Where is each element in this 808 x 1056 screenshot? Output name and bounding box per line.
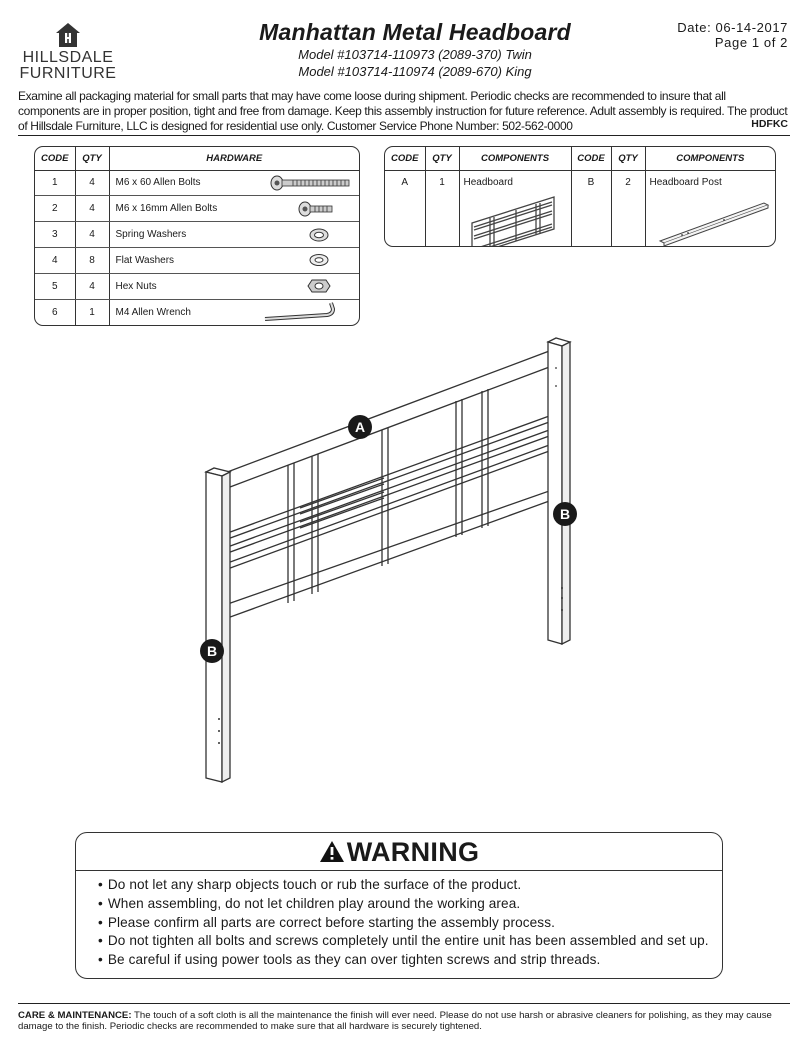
list-item: • Please confirm all parts are correct before starting the assembly process.: [98, 914, 709, 933]
care-label: CARE & MAINTENANCE:: [18, 1010, 132, 1021]
label-b-left-text: B: [206, 643, 218, 659]
house-logo-icon: [55, 22, 81, 48]
short-bolt-icon: [267, 201, 349, 217]
hardware-header-qty: QTY: [75, 147, 109, 170]
intro-paragraph: Examine all packaging material for small parts that may have come loose during shipment. Periodic checks are recommended to insure that all components are in proper position, tight and free from damage. Keep this assembly instruction for future reference. Adult assembly is required. The product of Hillsdale Furniture, LLC is designed for residential use only. Customer Service Phone Number: 502-562-0000: [18, 89, 788, 133]
component-code: B: [571, 170, 611, 246]
hardware-qty: 1: [75, 299, 109, 325]
hardware-name: Flat Washers: [115, 254, 175, 266]
list-item: • Do not let any sharp objects touch or rub the surface of the product.: [98, 876, 709, 895]
label-b-right-marker: [553, 502, 577, 526]
hardware-name: Spring Washers: [115, 229, 187, 241]
label-b-right-text: B: [559, 506, 571, 522]
component-header-code-2: CODE: [571, 147, 611, 170]
hardware-code: 4: [35, 247, 75, 273]
brand-name-line1: HILLSDALE: [22, 49, 114, 66]
hardware-header-name: HARDWARE: [109, 147, 359, 170]
hardware-code: 5: [35, 273, 75, 299]
right-post: [548, 338, 570, 644]
care-text: The touch of a soft cloth is all the maintenance the finish will ever need. Please do not use harsh or abrasive cleaners for polishing, as they may cause damage to the finish. Periodic checks are recommended to make sure that all hardware is securely tightened.: [18, 1010, 772, 1032]
component-qty: 1: [425, 170, 459, 246]
document-date: Date: 06-14-2017: [677, 20, 788, 35]
table-row: [35, 196, 359, 222]
long-bolt-icon: [269, 175, 351, 191]
components-table: [384, 146, 776, 247]
hardware-table: [34, 146, 360, 326]
label-a-text: A: [354, 419, 366, 435]
component-header-qty: QTY: [425, 147, 459, 170]
hardware-qty: 4: [75, 273, 109, 299]
brand-logo: [18, 22, 118, 84]
component-header-name: COMPONENTS: [459, 147, 571, 170]
flat-washer-icon: [267, 252, 349, 268]
table-row: [385, 170, 775, 246]
hex-nut-icon: [267, 276, 349, 296]
headboard-post-thumbnail-icon: [652, 187, 772, 247]
table-row: [35, 170, 359, 196]
assembly-diagram: [0, 320, 808, 790]
footer-divider: [18, 1003, 790, 1004]
list-item: • Be careful if using power tools as they can over tighten screws and strip threads.: [98, 951, 709, 970]
list-item: • When assembling, do not let children play around the working area.: [98, 895, 709, 914]
brand-name-line2: FURNITURE: [19, 65, 117, 82]
warning-title: WARNING: [346, 837, 480, 867]
headboard-frame: [222, 350, 552, 620]
hardware-code: 1: [35, 170, 75, 196]
warning-box: [75, 832, 723, 979]
model-king: Model #103714-110974 (2089-670) King: [298, 64, 532, 79]
spring-washer-icon: [267, 227, 349, 243]
table-row: [35, 273, 359, 299]
hardware-name: M4 Allen Wrench: [115, 306, 191, 318]
hardware-name: Hex Nuts: [115, 280, 157, 292]
hardware-qty: 4: [75, 222, 109, 248]
page-title: Manhattan Metal Headboard: [259, 19, 571, 45]
list-item: • Do not tighten all bolts and screws completely until the entire unit has been assembled and set up.: [98, 932, 709, 951]
care-maintenance: [18, 1010, 790, 1032]
table-row: [35, 222, 359, 248]
hardware-code: 6: [35, 299, 75, 325]
left-post: [206, 468, 230, 782]
model-twin: Model #103714-110973 (2089-370) Twin: [298, 47, 532, 62]
warning-divider: [76, 870, 722, 871]
date-block: [677, 20, 788, 50]
header-divider: [18, 135, 790, 136]
warning-icon: [319, 840, 345, 863]
hardware-qty: 4: [75, 170, 109, 196]
document-code: HDFKC: [751, 118, 788, 130]
table-row: [35, 247, 359, 273]
hardware-code: 2: [35, 196, 75, 222]
label-b-left-marker: [200, 639, 224, 663]
label-a-marker: [348, 415, 372, 439]
hardware-code: 3: [35, 222, 75, 248]
component-name: Headboard: [463, 176, 513, 188]
component-header-qty-2: QTY: [611, 147, 645, 170]
component-qty: 2: [611, 170, 645, 246]
hardware-name: M6 x 16mm Allen Bolts: [115, 203, 218, 215]
hardware-qty: 4: [75, 196, 109, 222]
page-number: Page 1 of 2: [714, 35, 788, 50]
component-name: Headboard Post: [649, 176, 722, 188]
hardware-qty: 8: [75, 247, 109, 273]
hardware-header-code: CODE: [35, 147, 75, 170]
warning-list: [98, 876, 709, 970]
component-header-code: CODE: [385, 147, 425, 170]
headboard-thumbnail-icon: [466, 193, 562, 248]
component-header-name-2: COMPONENTS: [645, 147, 775, 170]
title-block: [230, 18, 600, 80]
hardware-name: M6 x 60 Allen Bolts: [115, 177, 201, 189]
component-code: A: [385, 170, 425, 246]
